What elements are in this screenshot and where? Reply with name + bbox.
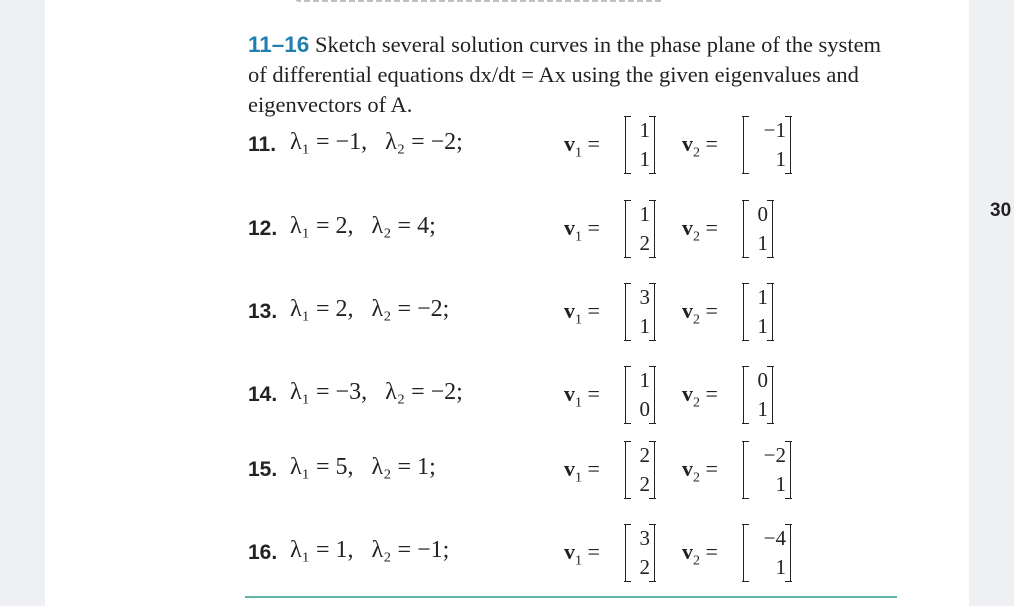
problem-row — [248, 441, 828, 501]
problem-number: 15. — [248, 458, 278, 481]
problem-range: 11–16 — [248, 32, 310, 57]
eigenvector-v2: 1 1 — [743, 283, 773, 341]
eigenvalues: λ₁ = 1, λ₂ = −1; — [290, 537, 450, 563]
eigenvector-v1: 3 1 — [625, 283, 655, 341]
v2-label: $v_2$ = — [682, 298, 718, 328]
v2-label: $v_2$ = — [682, 131, 718, 161]
problem-number: 14. — [248, 383, 278, 406]
problem-row — [248, 524, 828, 584]
problem-number: 11. — [248, 133, 277, 156]
problem-number: 16. — [248, 541, 278, 564]
v1-label: $v_1$ = — [564, 539, 600, 569]
bottom-divider — [245, 596, 897, 598]
v2-label: $v_2$ = — [682, 215, 718, 245]
eigenvector-v1: 1 0 — [625, 366, 655, 424]
eigenvector-v2: −4 1 — [743, 524, 791, 582]
problem-row — [248, 200, 828, 260]
cropped-text-line — [295, 0, 665, 2]
problem-number: 12. — [248, 217, 278, 240]
eigenvalues: λ₁ = 5, λ₂ = 1; — [290, 454, 436, 480]
eigenvector-v1: 1 1 — [625, 116, 655, 174]
v1-label: $v_1$ = — [564, 298, 600, 328]
eigenvalues: λ₁ = −1, λ₂ = −2; — [290, 129, 463, 155]
eigenvector-v2: −2 1 — [743, 441, 791, 499]
eigenvector-v1: 3 2 — [625, 524, 655, 582]
problem-row — [248, 116, 828, 176]
eigenvector-v1: 2 2 — [625, 441, 655, 499]
v2-label: $v_2$ = — [682, 456, 718, 486]
instruction-text: Sketch several solution curves in the phase plane of the system of differential equations dx/dt = Ax using the given eigenvalues and eigenvectors of A. — [248, 32, 882, 117]
eigenvector-v2: 0 1 — [743, 200, 773, 258]
exercise-heading — [248, 30, 888, 120]
eigenvalues: λ₁ = −3, λ₂ = −2; — [290, 379, 463, 405]
v2-label: $v_2$ = — [682, 381, 718, 411]
v1-label: $v_1$ = — [564, 131, 600, 161]
problem-number: 13. — [248, 300, 278, 323]
v1-label: $v_1$ = — [564, 456, 600, 486]
cropped-margin-text: 30 — [990, 200, 1012, 221]
problem-row — [248, 283, 828, 343]
v1-label: $v_1$ = — [564, 215, 600, 245]
eigenvector-v2: 0 1 — [743, 366, 773, 424]
problem-row — [248, 366, 828, 426]
v1-label: $v_1$ = — [564, 381, 600, 411]
v2-label: $v_2$ = — [682, 539, 718, 569]
eigenvector-v1: 1 2 — [625, 200, 655, 258]
eigenvector-v2: −1 1 — [743, 116, 791, 174]
eigenvalues: λ₁ = 2, λ₂ = 4; — [290, 213, 436, 239]
eigenvalues: λ₁ = 2, λ₂ = −2; — [290, 296, 450, 322]
